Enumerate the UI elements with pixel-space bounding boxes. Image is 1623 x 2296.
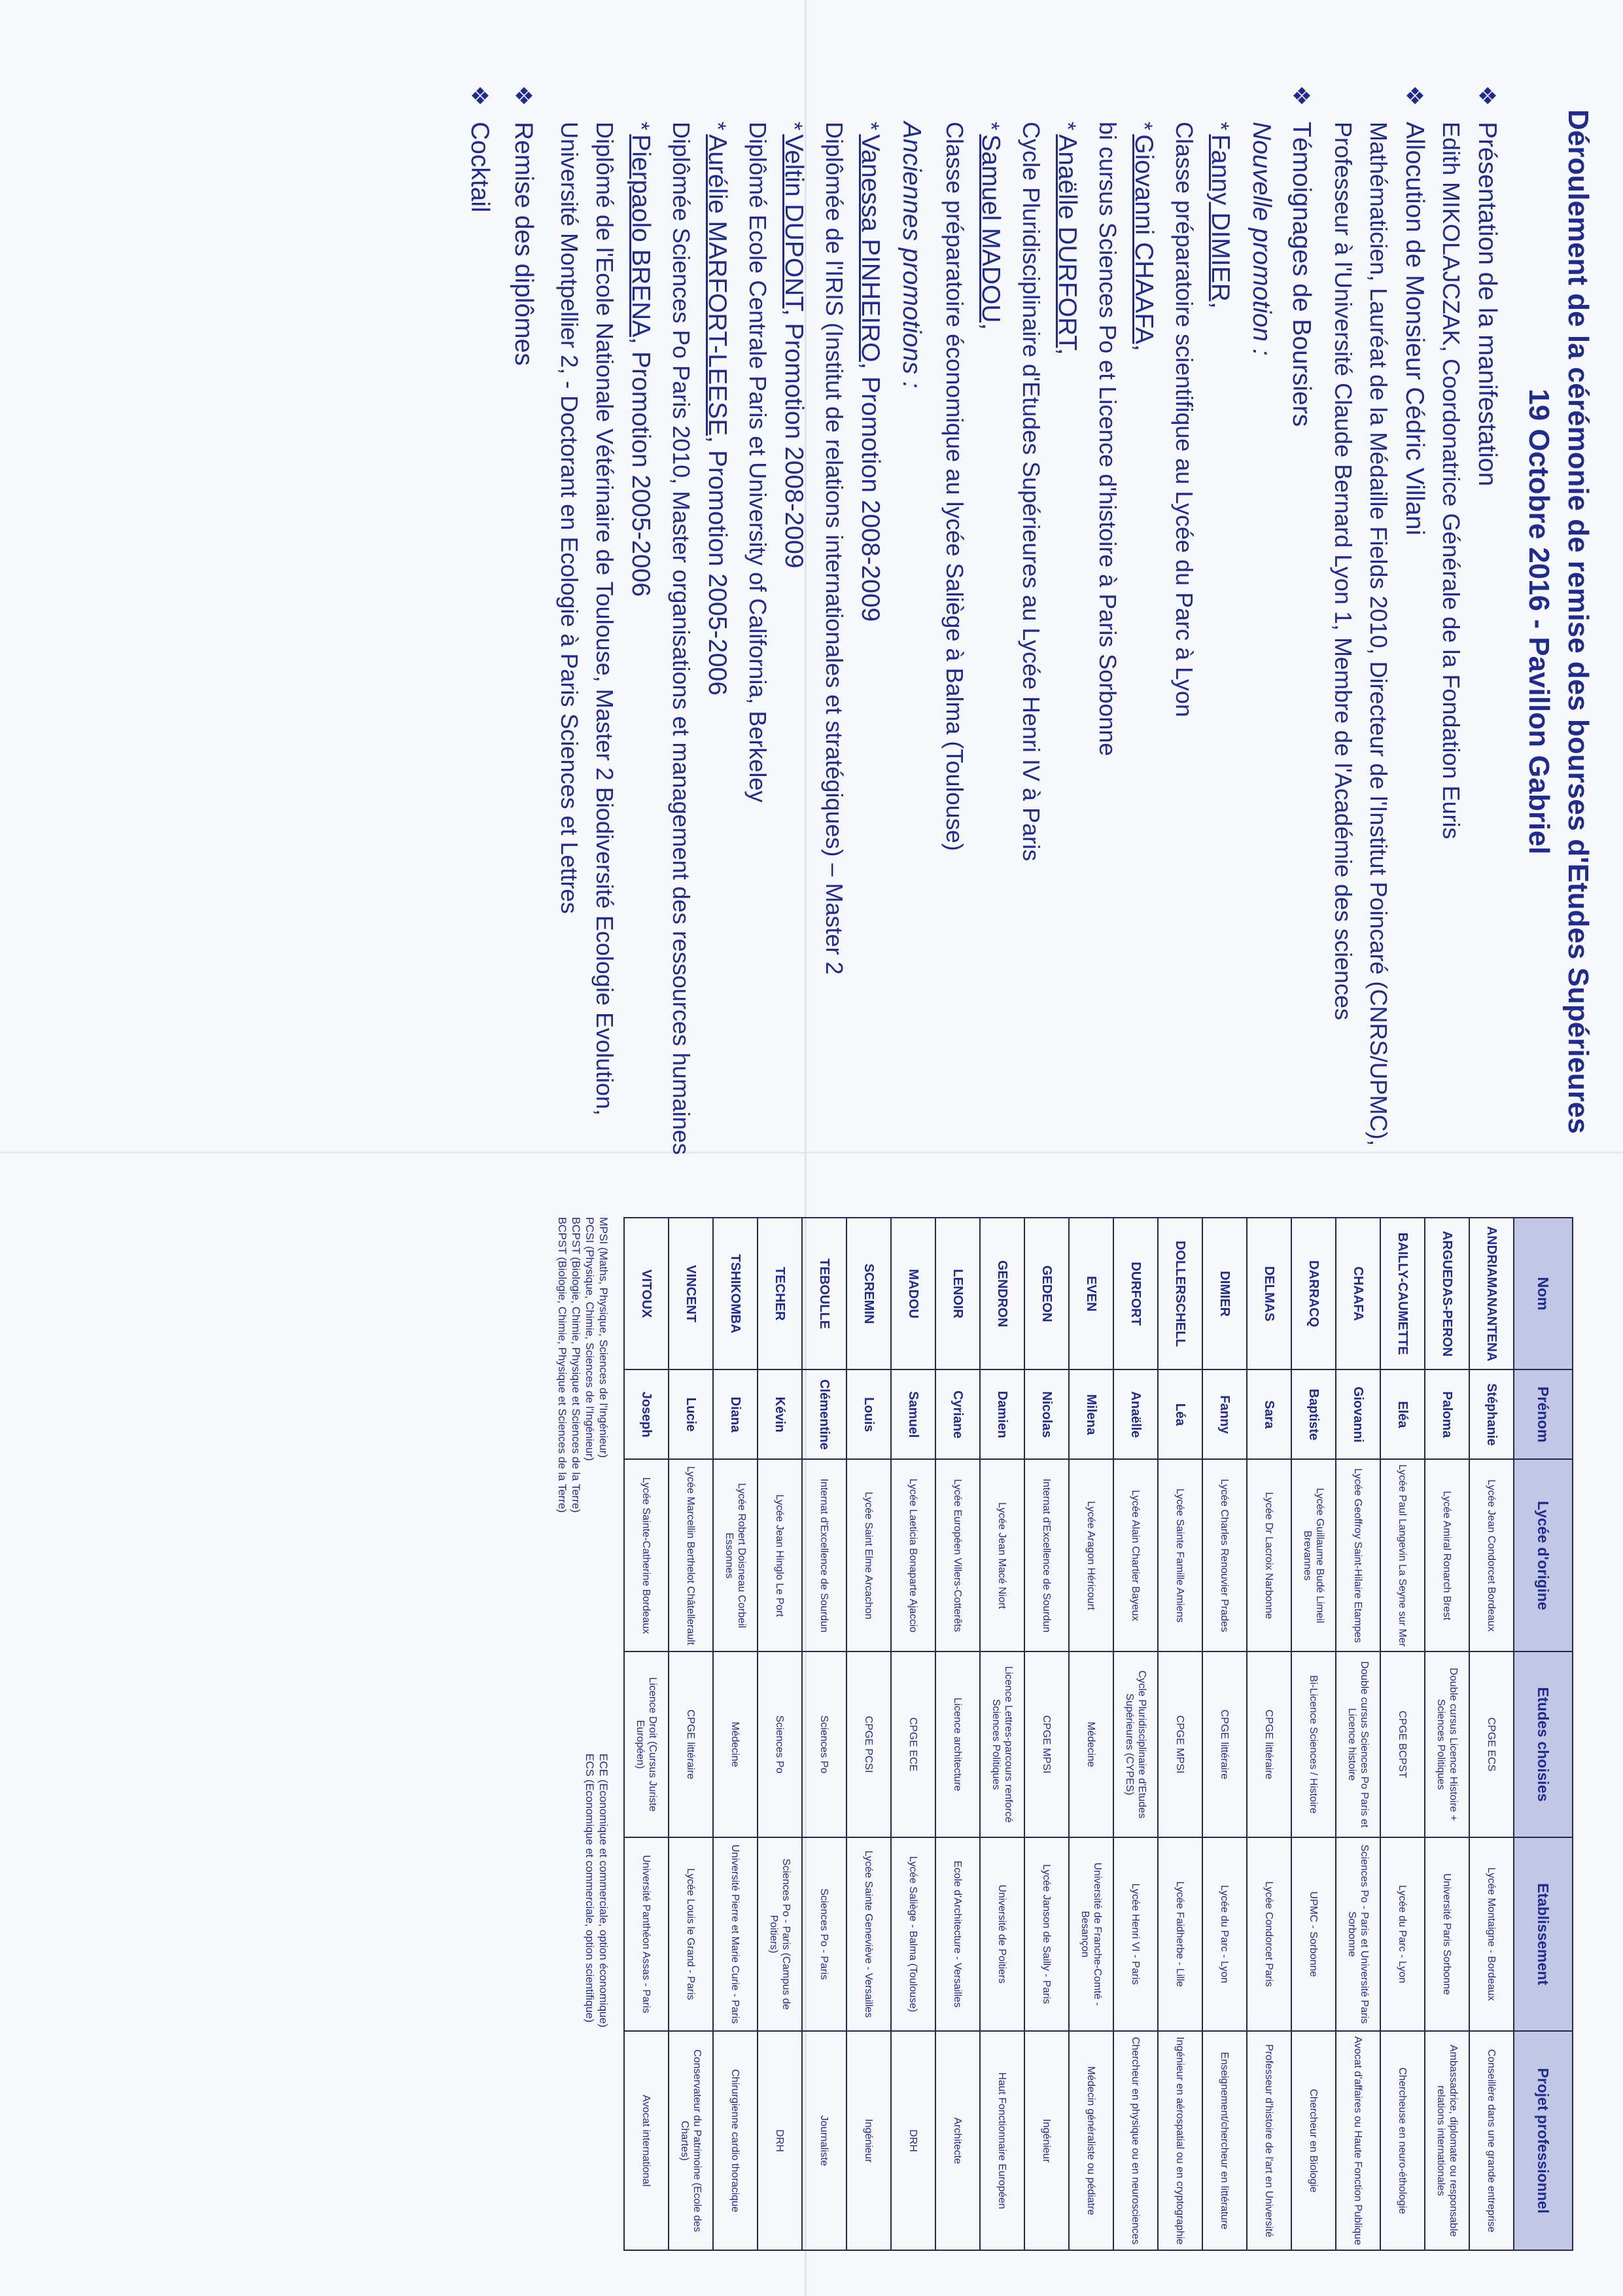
- cell-lycee: Lycée Jean Hinglo Le Port: [758, 1459, 802, 1651]
- item-heading: Présentation de la manifestation: [1473, 122, 1501, 487]
- cell-etudes: CPGE littéraire: [669, 1651, 713, 1837]
- cell-projet: Chercheuse en neuro-éthologie: [1380, 2031, 1425, 2250]
- cell-etablissement: Lycée Faidherbe - Lille: [1158, 1837, 1202, 2032]
- cell-etablissement: Lycée du Parc - Lyon: [1380, 1837, 1425, 2032]
- table-row: [1024, 1218, 1069, 2250]
- table-row: [802, 1218, 846, 2250]
- legend-line: PCSI (Physique, Chimie, Sciences de l'Ingénieur): [584, 1217, 596, 1461]
- cell-projet: Avocat international: [624, 2031, 669, 2250]
- cell-nom: DELMAS: [1247, 1218, 1291, 1369]
- testimonial-person: *Veltin DUPONT, Promotion 2008-2009: [780, 122, 808, 569]
- cell-etudes: CPGE ECS: [1469, 1651, 1514, 1837]
- cell-nom: DOLLERSCHELL: [1158, 1218, 1202, 1369]
- cell-lycee: Lycée Amiral Ronarch Brest: [1425, 1459, 1469, 1651]
- cell-prenom: Stéphanie: [1469, 1369, 1514, 1459]
- cell-prenom: Nicolas: [1024, 1369, 1069, 1459]
- cell-etudes: Sciences Po: [758, 1651, 802, 1837]
- testimonial-person: *Samuel MADOU,: [977, 122, 1005, 330]
- cell-prenom: Baptiste: [1291, 1369, 1336, 1459]
- table-row: [1158, 1218, 1202, 2250]
- cell-etablissement: Lycée Sainte Geneviève - Versailles: [846, 1837, 891, 2032]
- person-desc: Cycle Pluridisciplinaire d'Etudes Supérieures au Lycée Henri IV à Paris: [1018, 122, 1045, 862]
- cell-prenom: Milena: [1069, 1369, 1113, 1459]
- cell-prenom: Anaëlle: [1113, 1369, 1158, 1459]
- legend-line: MPSI (Maths, Physique, Sciences de l'Ingénieur): [597, 1217, 610, 1458]
- legend-line: BCPST (Biologie, Chimie, Physique et Sciences de la Terre): [556, 1217, 568, 1513]
- cell-lycee: Lycée Marcellin Berthelot Châtellerault: [669, 1459, 713, 1651]
- person-name: Anaëlle DURFORT,: [1053, 134, 1081, 355]
- cell-prenom: Paloma: [1425, 1369, 1469, 1459]
- cell-nom: DARRACQ: [1291, 1218, 1336, 1369]
- diamond-bullet-icon: ❖: [510, 85, 537, 107]
- person-desc: Classe préparatoire scientifique au Lycée du Parc à Lyon: [1171, 122, 1198, 717]
- abbreviations-legend: [555, 1217, 610, 2251]
- cell-etudes: CPGE MPSI: [1024, 1651, 1069, 1837]
- item-detail: Edith MIKOLAJCZAK, Coordonatrice Générale de la Fondation Euris: [1438, 122, 1465, 839]
- cell-prenom: Samuel: [891, 1369, 935, 1459]
- diamond-bullet-icon: ❖: [1474, 85, 1501, 107]
- cell-etudes: CPGE MPSI: [1158, 1651, 1202, 1837]
- cell-etablissement: Lycée du Parc - Lyon: [1202, 1837, 1247, 2032]
- cell-projet: Conservateur du Patrimoine (Ecole des Chartes): [669, 2031, 713, 2250]
- item-heading: Cocktail: [466, 122, 494, 213]
- item-heading: Allocution de Monsieur Cédric Villani: [1401, 122, 1429, 536]
- testimonial-person: *Giovanni CHAAFA,: [1130, 122, 1158, 351]
- cell-lycee: Internat d'Excellence de Sourdun: [802, 1459, 846, 1651]
- table-row: [1069, 1218, 1113, 2250]
- cell-lycee: Lycée Charles Renouvier Prades: [1202, 1459, 1247, 1651]
- cell-etablissement: Université Pierre et Marie Curie - Paris: [713, 1837, 758, 2032]
- cell-prenom: Clémentine: [802, 1369, 846, 1459]
- cell-projet: Architecte: [935, 2031, 980, 2250]
- person-name: Samuel MADOU,: [977, 134, 1005, 330]
- header-projet: Projet professionnel: [1514, 2031, 1573, 2250]
- table-row: [1113, 1218, 1158, 2250]
- legend-right: [555, 1754, 610, 2251]
- cell-nom: LENOIR: [935, 1218, 980, 1369]
- item-remise: [505, 85, 542, 1158]
- anciennes-promotions-label: Anciennes promotions :: [898, 122, 926, 389]
- cell-projet: Chirurgienne cardio thoracique: [713, 2031, 758, 2250]
- table-row: [980, 1218, 1024, 2250]
- person-name: Veltin DUPONT,: [780, 134, 808, 316]
- person-promo: Promotion 2008-2009: [780, 323, 808, 569]
- cell-etablissement: Sciences Po - Paris et Université Paris Sorbonne: [1336, 1837, 1380, 2032]
- person-desc: Diplômé de l'Ecole Nationale Vétérinaire de Toulouse, Master 2 Biodiversité Ecologie Evolution, Université Montpellier 2, - Doctorant en Ecologie à Paris Sciences et Lettres: [556, 122, 618, 1116]
- legend-line: ECE (Economique et commerciale, option économique): [597, 1754, 610, 2028]
- cell-etablissement: Université Panthéon Assas - Paris: [624, 1837, 669, 2032]
- cell-etablissement: Ecole d'Architecture - Versailles: [935, 1837, 980, 2032]
- cell-projet: Ambassadrice, diplomate ou responsable relations internationales: [1425, 2031, 1469, 2250]
- cell-nom: DURFORT: [1113, 1218, 1158, 1369]
- cell-etudes: Bi-Licence Sciences / Histoire: [1291, 1651, 1336, 1837]
- table-row: [846, 1218, 891, 2250]
- diamond-bullet-icon: ❖: [1288, 85, 1315, 107]
- cell-etudes: Double cursus Licence Histoire + Sciences Politiques: [1425, 1651, 1469, 1837]
- cell-etablissement: Sciences Po - Paris: [802, 1837, 846, 2032]
- cell-etablissement: Lycée Henri VI - Paris: [1113, 1837, 1158, 2032]
- table-header-row: [1514, 1218, 1573, 2250]
- table-row: [1291, 1218, 1336, 2250]
- cell-etudes: CPGE PCSI: [846, 1651, 891, 1837]
- scholars-table: [623, 1217, 1573, 2251]
- cell-nom: EVEN: [1069, 1218, 1113, 1369]
- cell-etudes: Double cursus Sciences Po Paris et Licence histoire: [1336, 1651, 1380, 1837]
- item-detail: Mathématicien, Lauréat de la Médaille Fields 2010, Directeur de l'Institut Poincaré (CNRS/UPMC), Professeur à l'Université Claude Bernard Lyon 1, Membre de l'Académie des sciences: [1330, 122, 1392, 1146]
- cell-nom: ARGUEDAS-PERON: [1425, 1218, 1469, 1369]
- cell-nom: TECHER: [758, 1218, 802, 1369]
- cell-etudes: Sciences Po: [802, 1651, 846, 1837]
- cell-projet: Ingénieur en aérospatial ou en cryptographie: [1158, 2031, 1202, 2250]
- cell-nom: SCREMIN: [846, 1218, 891, 1369]
- cell-projet: Chercheur en Biologie: [1291, 2031, 1336, 2250]
- scholars-table-section: [213, 1217, 1573, 2251]
- table-row: [891, 1218, 935, 2250]
- table-row: [758, 1218, 802, 2250]
- table-row: [1469, 1218, 1514, 2250]
- person-name: Pierpaolo BRENA,: [627, 134, 655, 345]
- cell-etablissement: Université de Poitiers: [980, 1837, 1024, 2032]
- cell-lycee: Lycée Saint Elme Arcachon: [846, 1459, 891, 1651]
- cell-lycee: Lycée Alain Chartier Bayeux: [1113, 1459, 1158, 1651]
- testimonial-person: *Aurélie MARFORT-LEESE, Promotion 2005-2006: [703, 122, 731, 696]
- table-row: [1380, 1218, 1425, 2250]
- cell-prenom: Giovanni: [1336, 1369, 1380, 1459]
- cell-projet: Enseignement/chercheur en littérature: [1202, 2031, 1247, 2250]
- cell-lycee: Lycée Guillaume Budé Limeil Brevannes: [1291, 1459, 1336, 1651]
- legend-line: BCPST (Biologie, Chimie, Physique et Sciences de la Terre): [570, 1217, 582, 1513]
- cell-nom: DIMIER: [1202, 1218, 1247, 1369]
- legend-left: [555, 1217, 610, 1714]
- cell-etablissement: Lycée Louis le Grand - Paris: [669, 1837, 713, 2032]
- diamond-bullet-icon: ❖: [466, 85, 493, 107]
- cell-lycee: Lycée Jean Macé Niort: [980, 1459, 1024, 1651]
- cell-etudes: Licence Lettres-parcours renforcé Sciences Politiques: [980, 1651, 1024, 1837]
- cell-prenom: Louis: [846, 1369, 891, 1459]
- legend-line: ECS (Economique et commerciale, option scientifique): [584, 1754, 596, 2023]
- cell-lycee: Lycée Paul Langevin La Seyne sur Mer: [1380, 1459, 1425, 1651]
- cell-projet: Conseillère dans une grande entreprise: [1469, 2031, 1514, 2250]
- person-promo: Promotion 2008-2009: [856, 376, 884, 622]
- cell-lycee: Lycée Robert Doisneau Corbeil Essonnes: [713, 1459, 758, 1651]
- cell-lycee: Lycée Jean Condorcet Bordeaux: [1469, 1459, 1514, 1651]
- cell-prenom: Sara: [1247, 1369, 1291, 1459]
- item-presentation: [1469, 85, 1506, 1158]
- table-row: [624, 1218, 669, 2250]
- cell-etudes: CPGE littéraire: [1247, 1651, 1291, 1837]
- cell-etablissement: UPMC - Sorbonne: [1291, 1837, 1336, 2032]
- header-lycee: Lycée d'origine: [1514, 1459, 1573, 1651]
- cell-nom: CHAAFA: [1336, 1218, 1380, 1369]
- table-row: [1247, 1218, 1291, 2250]
- person-promo: Promotion 2005-2006: [627, 351, 655, 597]
- table-row: [713, 1218, 758, 2250]
- cell-prenom: Lucie: [669, 1369, 713, 1459]
- cell-lycee: Lycée Sainte-Catherine Bordeaux: [624, 1459, 669, 1651]
- table-row: [1336, 1218, 1380, 2250]
- nouvelle-promotion-label: Nouvelle promotion :: [1248, 122, 1276, 356]
- table-row: [1425, 1218, 1469, 2250]
- cell-etudes: Licence Droit (Cursus Juriste Européen): [624, 1651, 669, 1837]
- cell-etudes: CPGE littéraire: [1202, 1651, 1247, 1837]
- table-row: [1202, 1218, 1247, 2250]
- cell-etudes: CPGE ECE: [891, 1651, 935, 1837]
- cell-projet: Médecin généraliste ou pédiatre: [1069, 2031, 1113, 2250]
- cell-etudes: Médecine: [713, 1651, 758, 1837]
- cell-lycee: Lycée Européen Villers-Cotterêts: [935, 1459, 980, 1651]
- cell-lycee: Lycée Aragon Héricourt: [1069, 1459, 1113, 1651]
- cell-etablissement: Université Paris Sorbonne: [1425, 1837, 1469, 2032]
- header-nom: Nom: [1514, 1218, 1573, 1369]
- cell-nom: VITOUX: [624, 1218, 669, 1369]
- testimonial-person: *Vanessa PINHEIRO, Promotion 2008-2009: [856, 122, 884, 622]
- cell-etudes: CPGE BCPST: [1380, 1651, 1425, 1837]
- person-name: Aurélie MARFORT-LEESE,: [703, 134, 731, 443]
- person-name: Vanessa PINHEIRO,: [856, 134, 884, 370]
- cell-projet: Journaliste: [802, 2031, 846, 2250]
- testimonial-person: *Pierpaolo BRENA, Promotion 2005-2006: [627, 122, 655, 597]
- person-desc: bi cursus Sciences Po et Licence d'histoire à Paris Sorbonne: [1094, 122, 1121, 756]
- person-desc: Diplômé Ecole Centrale Paris et University of California, Berkeley: [744, 122, 771, 803]
- item-heading: Remise des diplômes: [510, 122, 538, 366]
- programme-subtitle: 19 Octobre 2016 - Pavillon Gabriel: [1523, 389, 1555, 855]
- cell-projet: Chercheur en physique ou en neurosciences: [1113, 2031, 1158, 2250]
- cell-prenom: Kévin: [758, 1369, 802, 1459]
- cell-prenom: Damien: [980, 1369, 1024, 1459]
- table-row: [669, 1218, 713, 2250]
- cell-nom: GEDEON: [1024, 1218, 1069, 1369]
- cell-nom: MADOU: [891, 1218, 935, 1369]
- cell-nom: VINCENT: [669, 1218, 713, 1369]
- item-heading: Témoignages de Boursiers: [1287, 122, 1316, 427]
- item-temoignages: [1283, 85, 1320, 1158]
- cell-projet: Ingénieur: [1024, 2031, 1069, 2250]
- header-prenom: Prénom: [1514, 1369, 1573, 1459]
- person-name: Fanny DIMIER,: [1206, 134, 1234, 309]
- cell-nom: ANDRIAMANANTENA: [1469, 1218, 1514, 1369]
- cell-projet: Haut Fonctionnaire Européen: [980, 2031, 1024, 2250]
- header-etablissement: Etablissement: [1514, 1837, 1573, 2032]
- person-promo: Promotion 2005-2006: [703, 450, 731, 696]
- person-desc: Diplômée de l'IRIS (Institut de relations internationales et stratégiques) – Master 2: [821, 122, 848, 975]
- cell-etudes: Licence architecture: [935, 1651, 980, 1837]
- cell-lycee: Lycée Sainte Famille Amiens: [1158, 1459, 1202, 1651]
- cell-prenom: Joseph: [624, 1369, 669, 1459]
- testimonial-person: *Fanny DIMIER,: [1206, 122, 1234, 309]
- item-cocktail: [461, 85, 498, 1158]
- cell-prenom: Fanny: [1202, 1369, 1247, 1459]
- cell-projet: Avocat d'affaires ou Haute Fonction Publique: [1336, 2031, 1380, 2250]
- header-etudes: Etudes choisies: [1514, 1651, 1573, 1837]
- cell-prenom: Cyriane: [935, 1369, 980, 1459]
- testimonial-person: *Anaëlle DURFORT,: [1053, 122, 1081, 355]
- cell-projet: Professeur d'histoire de l'art en Université: [1247, 2031, 1291, 2250]
- programme-title: Déroulement de la cérémonie de remise des bourses d'Etudes Supérieures: [1562, 109, 1594, 1134]
- cell-nom: TSHIKOMBA: [713, 1218, 758, 1369]
- cell-lycee: Internat d'Excellence de Sourdun: [1024, 1459, 1069, 1651]
- cell-lycee: Lycée Laeticia Bonaparte Ajaccio: [891, 1459, 935, 1651]
- cell-nom: TEBOULLE: [802, 1218, 846, 1369]
- cell-nom: BAILLY-CAUMETTE: [1380, 1218, 1425, 1369]
- person-desc: Diplômée Sciences Po Paris 2010, Master organisations et management des ressources humaines: [668, 122, 695, 1155]
- cell-projet: DRH: [758, 2031, 802, 2250]
- person-name: Giovanni CHAAFA,: [1130, 134, 1158, 351]
- cell-etablissement: Sciences Po - Paris (Campus de Poitiers): [758, 1837, 802, 2032]
- person-desc: Classe préparatoire économique au lycée Saliège à Balma (Toulouse): [941, 122, 968, 851]
- cell-nom: GENDRON: [980, 1218, 1024, 1369]
- cell-lycee: Lycée Dr Lacroix Narbonne: [1247, 1459, 1291, 1651]
- cell-projet: Ingénieur: [846, 2031, 891, 2250]
- diamond-bullet-icon: ❖: [1401, 85, 1428, 107]
- cell-etablissement: Lycée Montaigne - Bordeaux: [1469, 1837, 1514, 2032]
- cell-prenom: Diana: [713, 1369, 758, 1459]
- cell-etablissement: Université de Franche-Comté - Besançon: [1069, 1837, 1113, 2032]
- cell-etablissement: Lycée Saliège - Balma (Toulouse): [891, 1837, 935, 2032]
- cell-prenom: Léa: [1158, 1369, 1202, 1459]
- cell-lycee: Lycée Geoffroy Saint-Hilaire Etampes: [1336, 1459, 1380, 1651]
- ceremony-programme: [39, 79, 1609, 1165]
- item-allocution: [1396, 85, 1433, 1158]
- cell-etablissement: Lycée Janson de Sailly - Paris: [1024, 1837, 1069, 2032]
- cell-etablissement: Lycée Condorcet Paris: [1247, 1837, 1291, 2032]
- cell-etudes: Cycle Pluridisciplinaire d'Etudes Supérieures (CYPES): [1113, 1651, 1158, 1837]
- cell-prenom: Eléa: [1380, 1369, 1425, 1459]
- cell-projet: DRH: [891, 2031, 935, 2250]
- cell-etudes: Médecine: [1069, 1651, 1113, 1837]
- table-row: [935, 1218, 980, 2250]
